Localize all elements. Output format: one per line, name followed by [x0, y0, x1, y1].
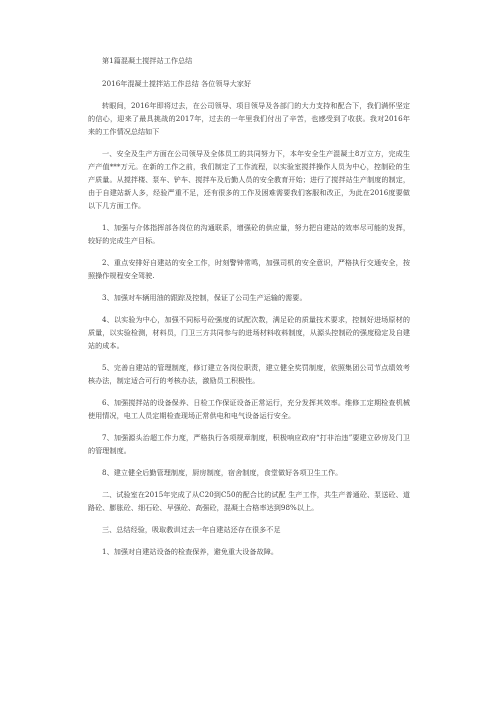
- paragraph-item-6: 6、加强搅拌站的设备保养、日检工作保证设备正常运行，充分发挥其效率。维修工定期检查机械使用情况，电工人员定期检查现场正常供电和电气设备运行安全。: [88, 398, 410, 420]
- paragraph-lab: 二、试验室在2015年完成了从C20到C50的配合比的试配 生产工作，共生产普通砼、泵送砼、道路砼、膨胀砼、细石砼、早强砼、高强砼，混凝土合格率达到98%以上。: [88, 490, 410, 512]
- paragraph-safety-production: 一、安全及生产方面在公司领导及全体员工的共同努力下，本年安全生产混凝土8万立方，完成生产产值***万元。在新的工作之前，我们制定了工作流程，以实验室搅拌操作人员为中心，控制砼的生产质量。从搅拌楼、泵车、铲车、搅拌车及后勤人员的安全教育开始；进行了搅拌站生产制度的制定，由于自建站新人多，经验严重不足，还有很多的工作及困难需要我们客服和改正，为此在2016度要做以下几方面工作。: [88, 149, 410, 210]
- paragraph-item-2: 2、重点安排好自建站的安全工作，时刻警钟常鸣，加强司机的安全意识，严格执行交通安全，按照操作规程安全驾驶.: [88, 258, 410, 280]
- paragraph-item-5: 5、完善自建站的管理制度，修订建立各岗位职责，建立健全奖罚制度，依照集团公司节点绩效考核办法，制定适合可行的考核办法，激励员工积极性。: [88, 363, 410, 385]
- document-body: [88, 54, 410, 567]
- paragraph-item-7: 7、加强源头治超工作力度，严格执行各项规章制度，积极响应政府“打非治违”要建立砂房及门卫的管理制度。: [88, 433, 410, 455]
- document-title: 第1篇混凝土搅拌站工作总结: [102, 56, 193, 65]
- paragraph-item-1: 1、加强与介体指挥部各岗位的沟通联系，增强砼的供应量，努力把自建站的效率尽可能的发挥，较好的完成生产目标。: [88, 223, 410, 245]
- paragraph-lessons-item-1: 1、加强对自建站设备的检查保养，避免重大设备故障。: [102, 547, 279, 556]
- paragraph-intro: 转眼间，2016年即将过去，在公司领导、项目领导及各部门的大力支持和配合下，我们满怀坚定的信心，迎来了最具挑战的2017年，过去的一年里我们付出了辛苦，也感受到了收获。我对2016年来的工作情况总结如下: [88, 101, 410, 136]
- document-subtitle: 2016年混凝土搅拌站工作总结 各位领导大家好: [102, 79, 252, 88]
- paragraph-lessons-heading: 三、总结经验，吸取教训过去一年自建站还存在很多不足: [102, 525, 281, 534]
- paragraph-item-3: 3、加强对车辆用油的跟踪及控制，保证了公司生产运输的需要。: [102, 293, 307, 302]
- paragraph-item-8: 8、建立健全后勤管理制度，厨房制度，宿舍制度，食堂做好各项卫生工作。: [102, 468, 343, 477]
- paragraph-item-4: 4、以实验为中心，加强不同标号砼强度的试配次数，满足砼的质量技术要求，控制好进场原材的质量，以实验检测，材料员，门卫三方共同参与的进场材料收料制度，从源头控制砼的强度稳定及自建站的成本。: [88, 315, 410, 350]
